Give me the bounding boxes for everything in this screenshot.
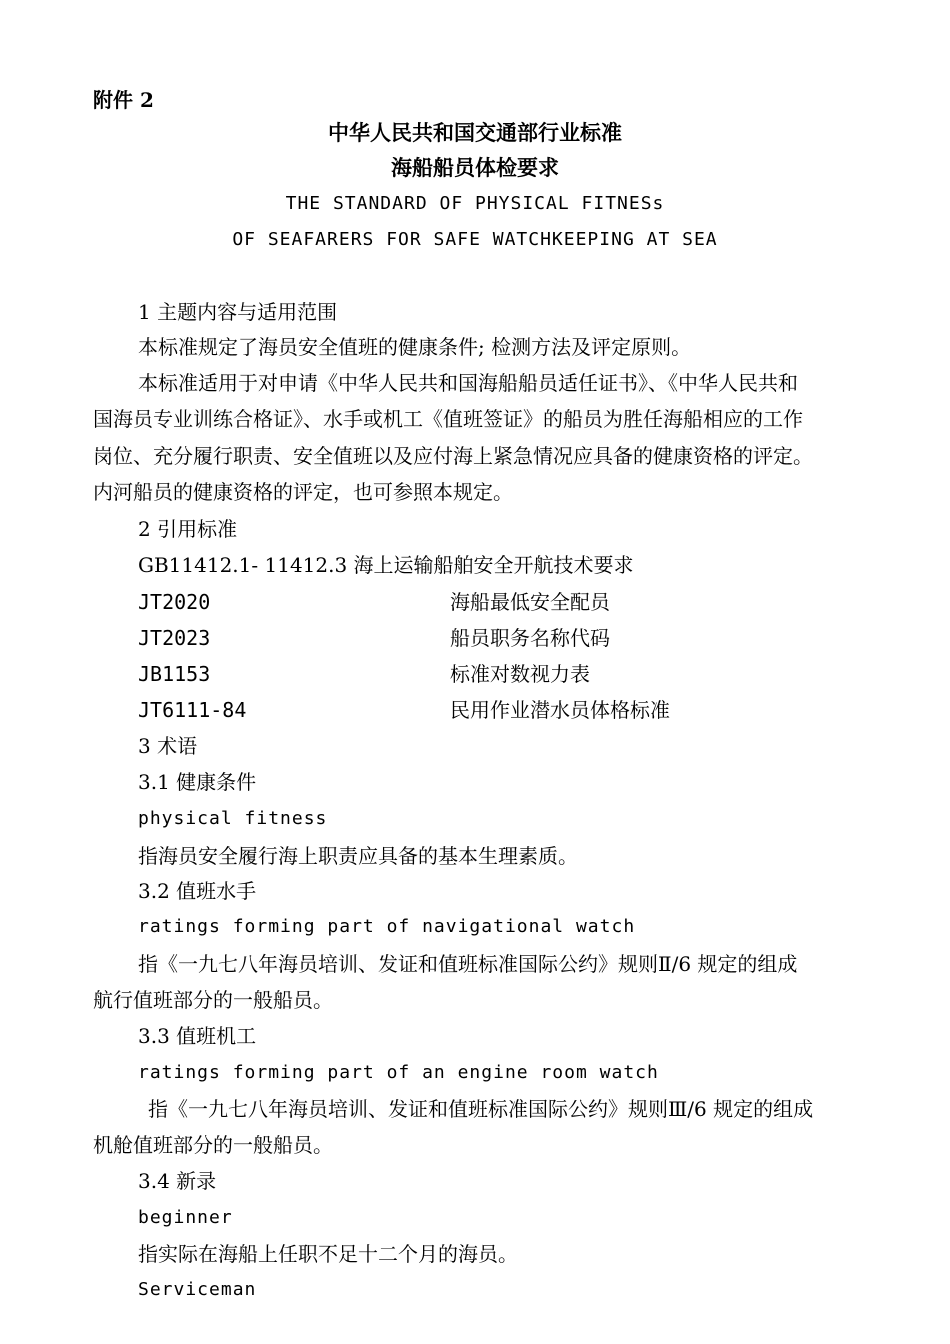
term-3-3-definition-line1: 指《一九七八年海员培训、发证和值班标准国际公约》规则Ⅲ/6 规定的组成: [148, 1097, 814, 1121]
section1-paragraph2-line3: 岗位、充分履行职责、安全值班以及应付海上紧急情况应具备的健康资格的评定。: [93, 444, 813, 468]
term-3-3-heading: 3.3 值班机工: [138, 1024, 257, 1048]
english-title-line2: OF SEAFARERS FOR SAFE WATCHKEEPING AT SEA: [232, 229, 718, 250]
term-3-4-english: beginner: [138, 1207, 233, 1228]
reference-code: JT2023: [138, 626, 211, 650]
term-3-4-heading: 3.4 新录: [138, 1169, 217, 1193]
section1-paragraph2-line2: 国海员专业训练合格证》、水手或机工《值班签证》的船员为胜任海船相应的工作: [93, 407, 803, 431]
english-title-line1: THE STANDARD OF PHYSICAL FITNESs: [285, 193, 665, 214]
term-3-3-definition-line2: 机舱值班部分的一般船员。: [93, 1133, 333, 1157]
section1-paragraph1: 本标准规定了海员安全值班的健康条件; 检测方法及评定原则。: [138, 335, 692, 359]
term-3-2-english: ratings forming part of navigational watch: [138, 916, 636, 937]
reference-code: JB1153: [138, 662, 211, 686]
section1-heading: 1 主题内容与适用范围: [138, 300, 338, 324]
reference-title: 民用作业潜水员体格标准: [450, 698, 670, 722]
reference-code: JT6111-84: [138, 698, 247, 722]
annex-label: 附件 2: [93, 88, 154, 112]
term-3-1-heading: 3.1 健康条件: [138, 770, 257, 794]
term-3-1-definition: 指海员安全履行海上职责应具备的基本生理素质。: [138, 844, 578, 868]
document-title-line1: 中华人民共和国交通部行业标准: [328, 120, 622, 145]
term-3-4-definition: 指实际在海船上任职不足十二个月的海员。: [138, 1242, 518, 1266]
section1-paragraph2-line1: 本标准适用于对申请《中华人民共和国海船船员适任证书》、《中华人民共和: [138, 371, 798, 395]
section2-heading: 2 引用标准: [138, 517, 238, 541]
section1-paragraph2-line4: 内河船员的健康资格的评定，也可参照本规定。: [93, 480, 513, 504]
reference-title: 海船最低安全配员: [450, 590, 610, 614]
term-3-2-heading: 3.2 值班水手: [138, 879, 257, 903]
section3-heading: 3 术语: [138, 734, 198, 758]
term-3-2-definition-line1: 指《一九七八年海员培训、发证和值班标准国际公约》规则Ⅱ/6 规定的组成: [138, 952, 798, 976]
term-3-2-definition-line2: 航行值班部分的一般船员。: [93, 988, 333, 1012]
reference-title: 船员职务名称代码: [450, 626, 610, 650]
reference-code: JT2020: [138, 590, 211, 614]
term-3-5-english: Serviceman: [138, 1279, 257, 1300]
reference-title: 标准对数视力表: [450, 662, 590, 686]
term-3-1-english: physical fitness: [138, 808, 328, 829]
reference-gb11412: GB11412.1- 11412.3 海上运输船舶安全开航技术要求: [138, 553, 634, 577]
term-3-3-english: ratings forming part of an engine room watch: [138, 1062, 659, 1083]
document-title-line2: 海船船员体检要求: [391, 155, 559, 180]
